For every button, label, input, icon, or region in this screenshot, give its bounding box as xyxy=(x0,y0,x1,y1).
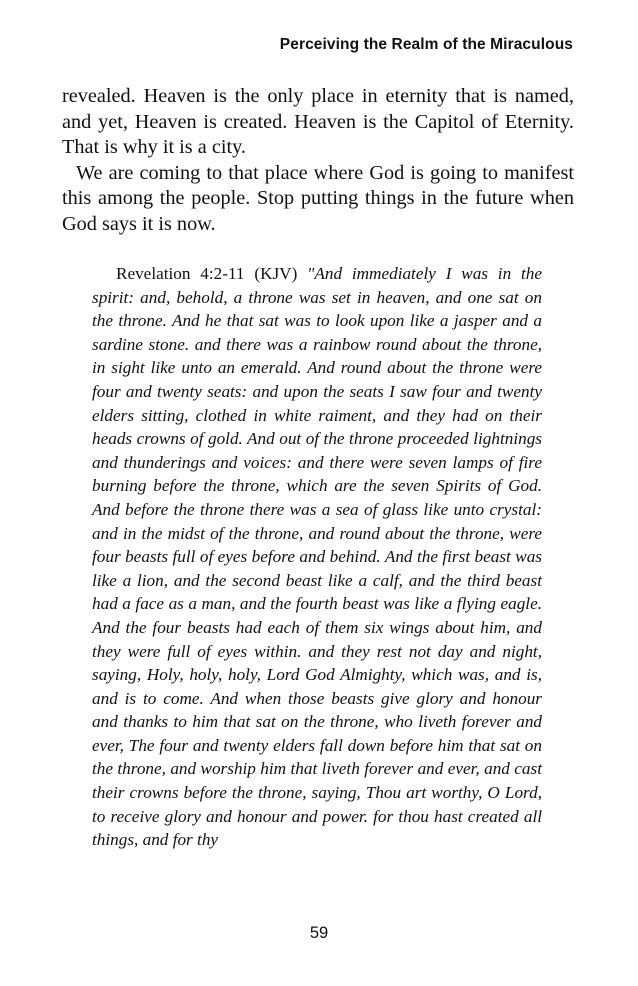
running-header: Perceiving the Realm of the Miraculous xyxy=(279,36,573,53)
scripture-block xyxy=(92,262,542,852)
body-paragraph-1: revealed. Heaven is the only place in eternity that is named, and yet, Heaven is created. Heaven is the Capitol of Eternity. That is why it is a city. xyxy=(62,85,574,158)
scripture-reference: Revelation 4:2-11 (KJV) xyxy=(116,264,308,283)
body-text xyxy=(62,84,574,237)
scripture-quote: "And immediately I was in the spirit: and, behold, a throne was set in heaven, and one sat on the throne. And he that sat was to look upon like a jasper and a sardine stone. and there was a rainbow round about the throne, in sight like unto an emerald. And round about the throne were four and twenty seats: and upon the seats I saw four and twenty elders sitting, clothed in white raiment, and they had on their heads crowns of gold. And out of the throne proceeded lightnings and thunderings and voices: and there were seven lamps of fire burning before the throne, which are the seven Spirits of God. And before the throne there was a sea of glass like unto crystal: and in the midst of the throne, and round about the throne, were four beasts full of eyes before and behind. And the first beast was like a lion, and the second beast like a calf, and the third beast had a face as a man, and the fourth beast was like a flying eagle. And the four beasts had each of them six wings about him, and they were full of eyes within. and they rest not day and night, saying, Holy, holy, holy, Lord God Almighty, which was, and is, and is to come. And when those beasts give glory and honour and thanks to him that sat on the throne, who liveth forever and ever, The four and twenty elders fall down before him that sat on the throne, and worship him that liveth forever and ever, and cast their crowns before the throne, saying, Thou art worthy, O Lord, to receive glory and honour and power. for thou hast created all things, and for thy xyxy=(92,264,543,850)
page-number: 59 xyxy=(309,924,329,942)
body-paragraph-2: We are coming to that place where God is going to manifest this among the people. Stop putting things in the future when God says it is now. xyxy=(62,161,574,235)
